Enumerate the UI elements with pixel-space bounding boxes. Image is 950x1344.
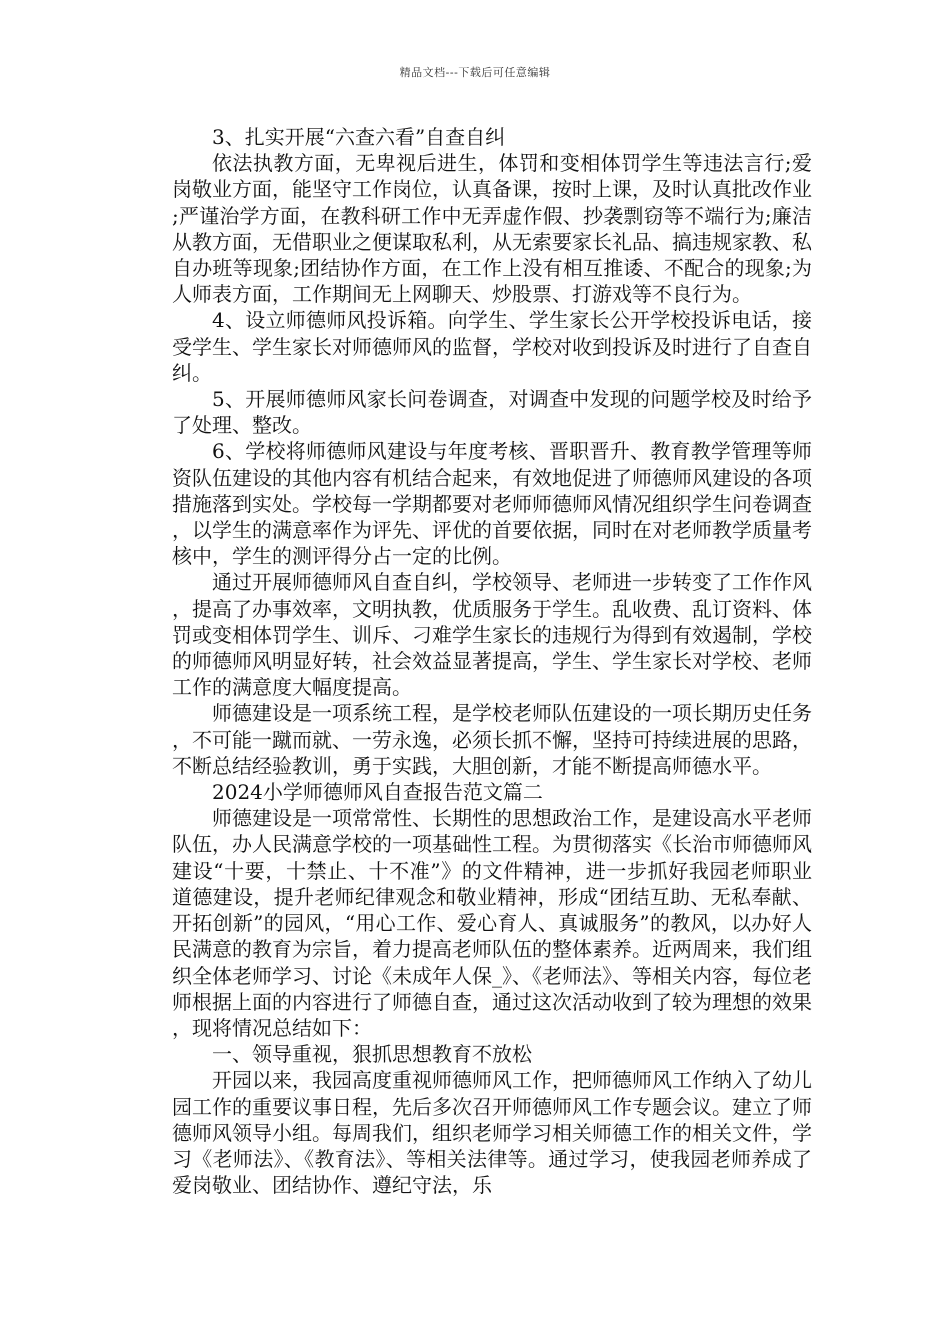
paragraph-parent-survey: 5、开展师德师风家长问卷调查，对调查中发现的问题学校及时给予了处理、整改。	[172, 387, 812, 438]
paragraph-self-check-results: 通过开展师德师风自查自纠，学校领导、老师进一步转变了工作作风，提高了办事效率，文明执教，优质服务于学生。乱收费、乱订资料、体罚或变相体罚学生、训斥、刁难学生家长的违规行为得到有效遏制，学校的师德师风明显好转，社会效益显著提高，学生、学生家长对学校、老师工作的满意度大幅度提高。	[172, 570, 812, 700]
paragraph-leadership-detail: 开园以来，我园高度重视师德师风工作，把师德师风工作纳入了幼儿园工作的重要议事日程，先后多次召开师德师风工作专题会议。建立了师德师风领导小组。每周我们，组织老师学习相关师德工作的相关文件，学习《老师法》、《教育法》、等相关法律等。通过学习，使我园老师养成了爱岗敬业、团结协作、遵纪守法，乐	[172, 1068, 812, 1198]
paragraph-part-two-intro: 师德建设是一项常常性、长期性的思想政治工作，是建设高水平老师队伍，办人民满意学校的一项基础性工程。为贯彻落实《长治市师德师风建设“十要，十禁止、十不准”》的文件精神，进一步抓好我园老师职业道德建设，提升老师纪律观念和敬业精神，形成“团结互助、无私奉献、开拓创新”的园风，“用心工作、爱心育人、真诚服务”的教风，以办好人民满意的教育为宗旨，着力提高老师队伍的整体素养。近两周来，我们组织全体老师学习、讨论《未成年人保_》、《老师法》、等相关内容，每位老师根据上面的内容进行了师德自查，通过这次活动收到了较为理想的效果，现将情况总结如下：	[172, 806, 812, 1040]
paragraph-lawful-teaching: 依法执教方面，无卑视后进生，体罚和变相体罚学生等违法言行;爱岗敬业方面，能坚守工作岗位，认真备课，按时上课，及时认真批改作业;严谨治学方面，在教科研工作中无弄虚作假、抄袭剽窃等不端行为;廉洁从教方面，无借职业之便谋取私利，从无索要家长礼品、搞违规家教、私自办班等现象;团结协作方面，在工作上没有相互推诿、不配合的现象;为人师表方面，工作期间无上网聊天、炒股票、打游戏等不良行为。	[172, 151, 812, 307]
section-heading-six-checks: 3、扎实开展“六查六看”自查自纠	[212, 125, 506, 149]
paragraph-systematic-project: 师德建设是一项系统工程，是学校老师队伍建设的一项长期历史任务，不可能一蹴而就、一劳永逸，必须长抓不懈，坚持可持续进展的思路，不断总结经验教训，勇于实践，大胆创新，才能不断提高师德水平。	[172, 701, 812, 778]
page-header: 精品文档---下载后可任意编辑	[399, 66, 551, 79]
paragraph-assessment-integration: 6、学校将师德师风建设与年度考核、晋职晋升、教育教学管理等师资队伍建设的其他内容有机结合起来，有效地促进了师德师风建设的各项措施落到实处。学校每一学期都要对老师师德师风情况组织学生问卷调查，以学生的满意率作为评先、评优的首要依据，同时在对老师教学质量考核中，学生的测评得分占一定的比例。	[172, 439, 812, 569]
document-body	[172, 124, 812, 1198]
section-title-part-two: 2024小学师德师风自查报告范文篇二	[212, 780, 543, 805]
section-heading-leadership: 一、领导重视，狠抓思想教育不放松	[212, 1042, 532, 1067]
paragraph-complaint-box: 4、设立师德师风投诉箱。向学生、学生家长公开学校投诉电话，接受学生、学生家长对师德师风的监督，学校对收到投诉及时进行了自查自纠。	[172, 308, 812, 385]
